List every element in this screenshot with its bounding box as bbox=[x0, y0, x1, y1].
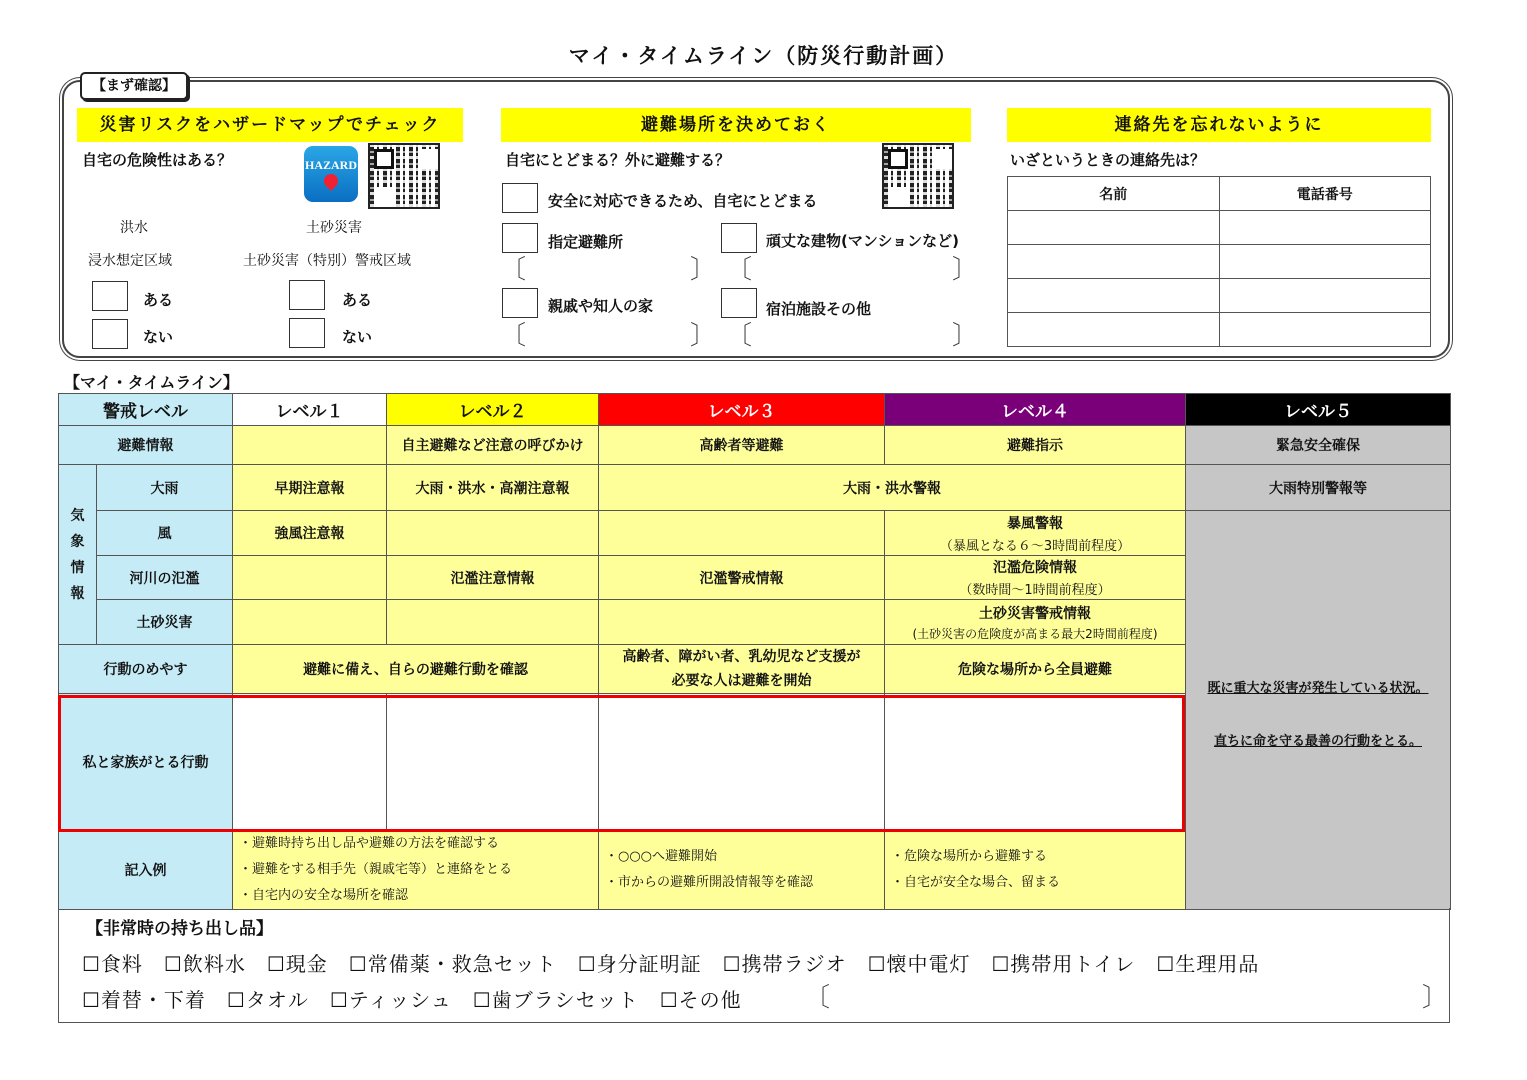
guide-label: 行動のめやす bbox=[59, 645, 233, 694]
wind-l1: 強風注意報 bbox=[233, 511, 387, 556]
example-l4-item: ・自宅が安全な場合、留まる bbox=[891, 875, 1061, 890]
bracket-open: 〔 bbox=[500, 321, 527, 351]
qr-code-shelter bbox=[882, 143, 954, 209]
hazard-app-label: HAZARD bbox=[304, 158, 357, 172]
example-l4 bbox=[885, 831, 1186, 910]
relatives-home-checkbox[interactable] bbox=[502, 288, 538, 318]
hotel-other-checkbox[interactable] bbox=[721, 288, 757, 318]
bracket-open: 〔 bbox=[500, 255, 527, 285]
contact-phone-input[interactable] bbox=[1219, 313, 1431, 347]
flood-yes-checkbox[interactable] bbox=[92, 281, 128, 311]
contact-name-input[interactable] bbox=[1008, 245, 1220, 279]
example-label: 記入例 bbox=[59, 831, 233, 910]
designated-shelter-label: 指定避難所 bbox=[548, 233, 624, 251]
shelter-header: 避難場所を決めておく bbox=[501, 108, 971, 142]
river-l4 bbox=[885, 556, 1186, 600]
level-header-label: 警戒レベル bbox=[59, 394, 233, 426]
river-l2: 氾濫注意情報 bbox=[387, 556, 599, 600]
emergency-items-row-2: ☐着替・下着 ☐タオル ☐ティッシュ ☐歯ブラシセット ☐その他 bbox=[82, 988, 742, 1012]
contact-header: 連絡先を忘れないように bbox=[1007, 108, 1431, 142]
landslide-l4-sub: (土砂災害の危険度が高まる最大2時間前程度) bbox=[912, 626, 1158, 641]
guide-l4: 危険な場所から全員避難 bbox=[885, 645, 1186, 694]
evac-info-l2: 自主避難など注意の呼びかけ bbox=[387, 426, 599, 465]
river-l3: 氾濫警戒情報 bbox=[599, 556, 885, 600]
hazard-app-icon[interactable] bbox=[304, 146, 358, 202]
example-l12-item: ・避難をする相手先（親戚宅等）と連絡をとる bbox=[239, 862, 513, 877]
weather-char: 情 bbox=[70, 559, 85, 576]
relatives-home-label: 親戚や知人の家 bbox=[548, 297, 654, 315]
guide-l3-line2: 必要な人は避難を開始 bbox=[671, 673, 812, 689]
level-1-header: レベル１ bbox=[233, 394, 387, 426]
contact-table bbox=[1007, 176, 1431, 347]
river-l4-sub: （数時間～1時間前程度） bbox=[959, 583, 1111, 598]
rain-l2: 大雨・洪水・高潮注意報 bbox=[387, 465, 599, 511]
example-l12-item: ・避難時持ち出し品や避難の方法を確認する bbox=[239, 836, 500, 851]
rain-label: 大雨 bbox=[97, 465, 233, 511]
wind-l4-title: 暴風警報 bbox=[1007, 515, 1063, 532]
landslide-l4-title: 土砂災害警戒情報 bbox=[979, 605, 1091, 622]
timeline-table bbox=[58, 393, 1451, 910]
level-4-header: レベル４ bbox=[885, 394, 1186, 426]
evac-info-l3: 高齢者等避難 bbox=[599, 426, 885, 465]
flood-no-checkbox[interactable] bbox=[92, 319, 128, 349]
bracket-open: 〔 bbox=[726, 255, 753, 285]
landslide-label: 土砂災害 bbox=[97, 600, 233, 645]
evac-info-label: 避難情報 bbox=[59, 426, 233, 465]
landslide-yes-label: ある bbox=[342, 291, 373, 309]
landslide-l3 bbox=[599, 600, 885, 645]
shelter-question: 自宅にとどまる？外に避難する？ bbox=[505, 151, 731, 169]
example-l3-item: ・○○○へ避難開始 bbox=[605, 849, 718, 864]
landslide-no-label: ない bbox=[342, 328, 373, 346]
sturdy-building-checkbox[interactable] bbox=[721, 223, 757, 253]
contact-name-input[interactable] bbox=[1008, 211, 1220, 245]
evac-info-l4: 避難指示 bbox=[885, 426, 1186, 465]
bracket-close: 〕 bbox=[690, 321, 717, 351]
contact-phone-input[interactable] bbox=[1219, 211, 1431, 245]
landslide-l4 bbox=[885, 600, 1186, 645]
contact-phone-input[interactable] bbox=[1219, 245, 1431, 279]
action-highlight-box bbox=[58, 695, 1185, 832]
level-2-header: レベル２ bbox=[387, 394, 599, 426]
guide-l3-line1: 高齢者、障がい者、乳幼児など支援が bbox=[622, 649, 861, 665]
contact-col-phone: 電話番号 bbox=[1219, 177, 1431, 211]
wind-label: 風 bbox=[97, 511, 233, 556]
example-l3-item: ・市からの避難所開設情報等を確認 bbox=[605, 875, 814, 890]
landslide-title: 土砂災害 bbox=[306, 220, 362, 236]
hazard-header: 災害リスクをハザードマップでチェック bbox=[77, 108, 463, 142]
weather-char: 象 bbox=[70, 533, 85, 550]
example-l4-item: ・危険な場所から避難する bbox=[891, 849, 1048, 864]
river-label: 河川の氾濫 bbox=[97, 556, 233, 600]
landslide-l2 bbox=[387, 600, 599, 645]
guide-l3 bbox=[599, 645, 885, 694]
wind-l2 bbox=[387, 511, 599, 556]
contact-phone-input[interactable] bbox=[1219, 279, 1431, 313]
guide-l12: 避難に備え、自らの避難行動を確認 bbox=[233, 645, 599, 694]
weather-group-label bbox=[59, 465, 97, 645]
bracket-close: 〕 bbox=[690, 255, 717, 285]
contact-name-input[interactable] bbox=[1008, 313, 1220, 347]
sturdy-building-label: 頑丈な建物(マンションなど) bbox=[766, 232, 960, 250]
emergency-title: 【非常時の持ち出し品】 bbox=[86, 919, 273, 939]
bracket-close: 〕 bbox=[952, 321, 979, 351]
action-label: 私と家族がとる行動 bbox=[59, 694, 233, 831]
qr-code-hazard bbox=[368, 143, 440, 209]
weather-char: 報 bbox=[70, 585, 85, 602]
timeline-section-label: 【マイ・タイムライン】 bbox=[64, 373, 239, 392]
bracket-open: 〔 bbox=[804, 983, 831, 1013]
level-3-header: レベル３ bbox=[599, 394, 885, 426]
wind-l4-sub: （暴風となる６～3時間前程度） bbox=[939, 538, 1131, 554]
wind-l3 bbox=[599, 511, 885, 556]
river-l4-title: 氾濫危険情報 bbox=[993, 560, 1077, 576]
example-l12 bbox=[233, 831, 599, 910]
weather-char: 気 bbox=[70, 507, 85, 524]
designated-shelter-checkbox[interactable] bbox=[502, 223, 538, 253]
stay-home-label: 安全に対応できるため、自宅にとどまる bbox=[548, 192, 818, 210]
landslide-l1 bbox=[233, 600, 387, 645]
rain-l5: 大雨特別警報等 bbox=[1186, 465, 1451, 511]
flood-no-label: ない bbox=[143, 328, 174, 346]
evac-info-l1 bbox=[233, 426, 387, 465]
landslide-sub: 土砂災害（特別）警戒区域 bbox=[243, 253, 411, 269]
contact-col-name: 名前 bbox=[1008, 177, 1220, 211]
emergency-items-row-1: ☐食料 ☐飲料水 ☐現金 ☐常備薬・救急セット ☐身分証明証 ☐携帯ラジオ ☐懐中電灯 ☐携帯用トイレ ☐生理用品 bbox=[82, 952, 1260, 976]
level-5-note-2: 直ちに命を守る最善の行動をとる。 bbox=[1213, 734, 1422, 749]
hotel-other-label: 宿泊施設その他 bbox=[766, 300, 872, 318]
flood-sub: 浸水想定区域 bbox=[88, 253, 172, 269]
river-l1 bbox=[233, 556, 387, 600]
map-pin-icon bbox=[321, 171, 341, 191]
flood-yes-label: ある bbox=[143, 291, 174, 309]
flood-title: 洪水 bbox=[120, 220, 148, 236]
landslide-yes-checkbox[interactable] bbox=[289, 280, 325, 310]
bracket-close: 〕 bbox=[952, 255, 979, 285]
evac-info-l5: 緊急安全確保 bbox=[1186, 426, 1451, 465]
rain-l1: 早期注意報 bbox=[233, 465, 387, 511]
example-l3 bbox=[599, 831, 885, 910]
level-5-body bbox=[1186, 511, 1451, 910]
level-5-header: レベル５ bbox=[1186, 394, 1451, 426]
landslide-no-checkbox[interactable] bbox=[289, 318, 325, 348]
stay-home-checkbox[interactable] bbox=[502, 183, 538, 213]
rain-l34: 大雨・洪水警報 bbox=[599, 465, 1186, 511]
bracket-open: 〔 bbox=[726, 321, 753, 351]
level-5-note-1: 既に重大な災害が発生している状況。 bbox=[1207, 681, 1429, 696]
contact-question: いざというときの連絡先は？ bbox=[1010, 151, 1206, 169]
wind-l4 bbox=[885, 511, 1186, 556]
page-title: マイ・タイムライン（防災行動計画） bbox=[568, 44, 959, 68]
example-l12-item: ・自宅内の安全な場所を確認 bbox=[239, 888, 409, 903]
check-tag: 【まず確認】 bbox=[80, 72, 188, 100]
contact-name-input[interactable] bbox=[1008, 279, 1220, 313]
bracket-close: 〕 bbox=[1422, 983, 1449, 1013]
hazard-question: 自宅の危険性はある？ bbox=[82, 151, 233, 169]
